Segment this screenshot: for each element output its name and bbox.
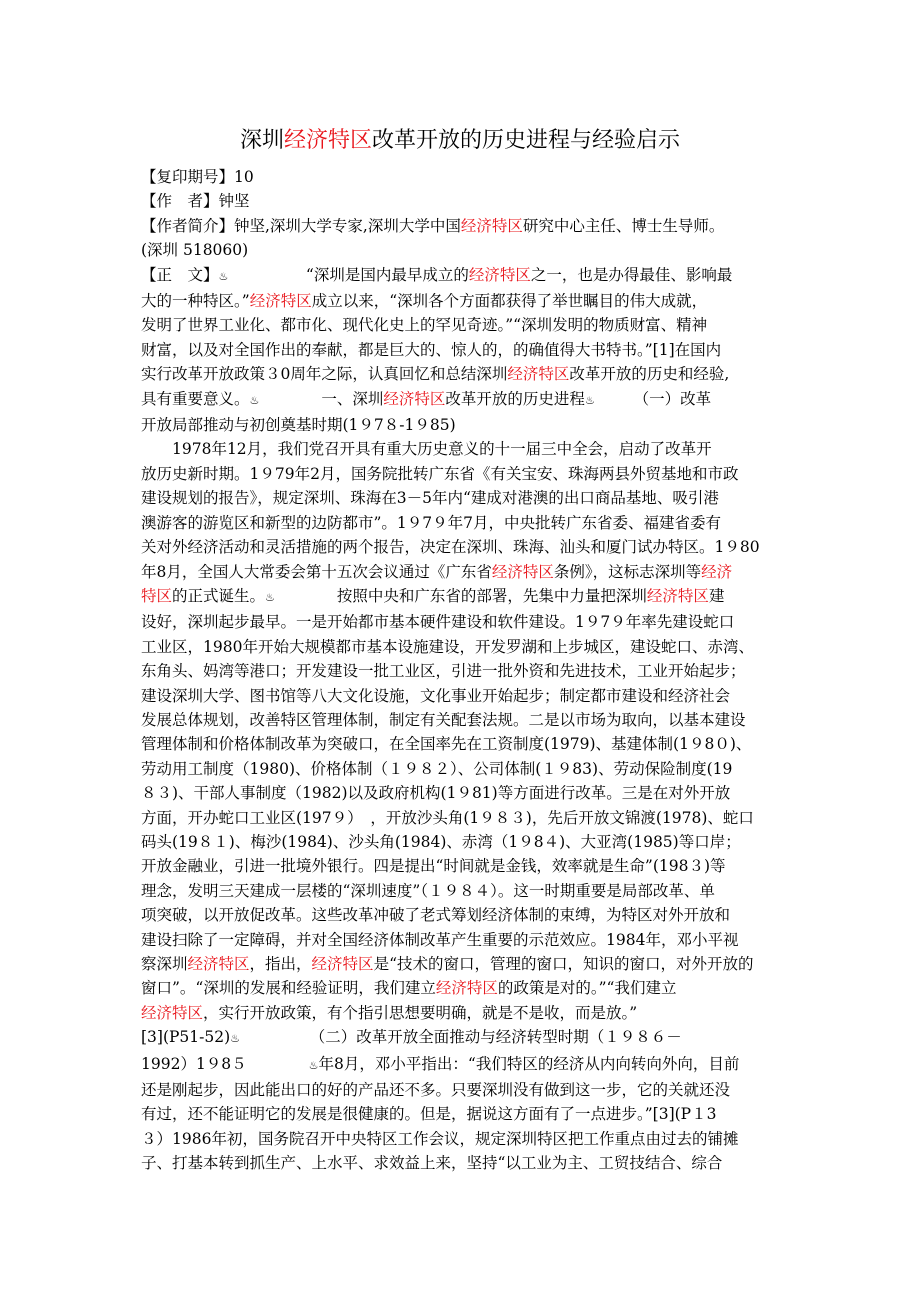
highlighted-term: 经济特区	[311, 955, 374, 973]
text-segment: （二）改革开放全面推动与经济转型时期（１９８６－	[240, 1028, 682, 1047]
text-segment: 财富，以及对全国作出的奉献，都是巨大的、惊人的，的确值得大书特书。”[1]在国内	[141, 340, 722, 359]
highlighted-term: 经济特区	[491, 562, 554, 581]
text-line	[141, 511, 786, 535]
article-body	[141, 165, 786, 1176]
text-line	[141, 413, 786, 437]
text-segment: 工业区，1980年开始大规模都市基本设施建设，开发罗湖和上步城区，建设蛇口、赤湾、	[141, 637, 754, 656]
text-line	[141, 289, 786, 313]
text-segment: 【作者简介】钟坚,深圳大学专家,深圳大学中国	[141, 216, 461, 235]
text-line	[141, 684, 786, 708]
text-segment: 1992）1９8５	[141, 1054, 309, 1073]
paragraph-mark-icon: ♨	[230, 1032, 241, 1046]
text-segment: 大的一种特区。”	[141, 292, 250, 311]
text-segment: 发明了世界工业化、都市化、现代化史上的罕见奇迹。”“深圳发明的物质财富、精神	[141, 316, 708, 335]
text-segment: 关对外经济活动和灵活措施的两个报告，决定在深圳、珠海、汕头和厦门试办特区。1９80	[141, 538, 760, 557]
text-line	[141, 263, 786, 289]
title-highlight: 经济特区	[283, 128, 372, 153]
paragraph-mark-icon: ♨	[249, 393, 260, 407]
title-part: 改革开放的历史进程与经验启示	[372, 128, 681, 153]
highlighted-term: 经济特区	[460, 216, 523, 235]
text-segment: ３）1986年初，国务院召开中央特区工作会议，规定深圳特区把工作重点由过去的铺摊	[141, 1129, 739, 1148]
text-segment: 之一，也是办得最佳、影响最	[530, 265, 733, 284]
page-title	[0, 126, 920, 156]
text-segment: 项突破，以开放促改革。这些改革冲破了老式筹划经济体制的束缚，为特区对外开放和	[141, 906, 731, 925]
paragraph-mark-icon: ♨	[584, 393, 595, 407]
text-segment: 建	[708, 586, 725, 605]
highlighted-term: 经济特区	[187, 955, 250, 973]
text-line	[141, 437, 786, 461]
text-line	[141, 214, 786, 238]
text-line	[141, 486, 786, 510]
paragraph-mark-icon: ♨	[218, 269, 229, 283]
text-line	[141, 757, 786, 781]
highlighted-term: 经济特区	[468, 265, 531, 284]
text-segment: 发展总体规划，改善特区管理体制，制定有关配套法规。二是以市场为取向，以基本建设	[141, 710, 746, 729]
text-segment: 研究中心主任、博士生导师。	[522, 216, 725, 235]
text-line	[141, 1127, 786, 1151]
text-segment: 子、打基本转到抓生产、上水平、求效益上来，坚持“以工业为主、工贸技结合、综合	[141, 1154, 723, 1173]
highlighted-term: 特区	[141, 586, 173, 605]
text-segment: 成立以来，“深圳各个方面都获得了举世瞩目的伟大成就，	[311, 292, 708, 311]
text-segment: 设好，深圳起步最早。一是开始都市基本硬件建设和软件建设。1９7９年率先建设蛇口	[141, 613, 735, 632]
text-line	[141, 1151, 786, 1175]
text-segment: 察深圳	[141, 955, 188, 973]
text-segment: 【作 者】钟坚	[141, 192, 250, 211]
text-segment: （一）改革	[594, 389, 712, 408]
text-segment: [3](P51-52)	[141, 1028, 231, 1047]
text-line	[141, 952, 786, 976]
highlighted-term: 经济特区	[141, 1003, 204, 1022]
text-segment: 开放局部推动与初创奠基时期(1９7８-1９85)	[141, 416, 456, 435]
text-segment: ８３)、干部人事制度（1982)以及政府机构(1９81)等方面进行改革。三是在对外开放	[141, 784, 731, 803]
text-segment: 改革开放的历史进程	[445, 389, 585, 408]
text-segment: 是“技术的窗口，管理的窗口，知识的窗口，对外开放的	[373, 955, 754, 973]
text-segment: 的正式诞生。	[172, 586, 266, 605]
text-segment: 劳动用工制度（1980)、价格体制（１９８２）、公司体制(１９83)、劳动保险制度(19	[141, 759, 733, 778]
text-line	[141, 903, 786, 927]
text-segment: 年8月，全国人大常委会第十五次会议通过《广东省	[141, 562, 492, 581]
text-segment: 有过，还不能证明它的发展是很健康的。但是，据说这方面有了一点进步。”[3](P１3	[141, 1105, 717, 1124]
text-line	[141, 1078, 786, 1102]
text-segment: 建设规划的报告》，规定深圳、珠海在3－5年内“建成对港澳的出口商品基地、吸引港	[141, 489, 719, 508]
text-line	[141, 830, 786, 854]
text-segment: 管理体制和价格体制改革为突破口，在全国率先在工资制度(1979)、基建体制(1９8０)、	[141, 735, 752, 754]
text-segment: “深圳是国内最早成立的	[228, 265, 469, 284]
text-segment: 一、深圳	[259, 389, 384, 408]
text-line	[141, 1102, 786, 1126]
highlighted-term: 经济	[701, 562, 733, 581]
highlighted-term: 经济特区	[249, 292, 312, 311]
text-line	[141, 362, 786, 386]
text-line	[141, 165, 786, 189]
text-segment: 【复印期号】10	[141, 168, 254, 186]
highlighted-term: 经济特区	[435, 979, 498, 998]
text-segment: (深圳 518060)	[141, 241, 249, 260]
text-segment: 东角头、妈湾等港口；开发建设一批工业区，引进一批外资和先进技术，工业开始起步；	[141, 662, 746, 681]
text-line	[141, 1025, 786, 1051]
text-line	[141, 338, 786, 362]
text-line	[141, 1001, 786, 1025]
text-segment: 开放金融业，引进一批境外银行。四是提出“时间就是金钱，效率就是生命”(198３)等	[141, 857, 726, 876]
paragraph-mark-icon: ♨	[308, 1058, 319, 1072]
text-segment: 放历史新时期。1９79年2月，国务院批转广东省《有关宝安、珠海两县外贸基地和市政	[141, 464, 739, 483]
text-segment: 条例》，这标志深圳等	[553, 562, 702, 581]
text-line	[141, 238, 786, 262]
text-segment: 还是刚起步，因此能出口的好的产品还不多。只要深圳没有做到这一步，它的关就还没	[141, 1081, 731, 1100]
text-line	[141, 387, 786, 413]
text-segment: 改革开放的历史和经验,	[569, 365, 730, 384]
text-segment: 建设深圳大学、图书馆等八大文化设施，文化事业开始起步；制定都市建设和经济社会	[141, 686, 731, 705]
highlighted-term: 经济特区	[383, 389, 446, 408]
text-segment: 按照中央和广东省的部署，先集中力量把深圳	[274, 586, 647, 605]
text-line	[141, 732, 786, 756]
text-segment: ，指出，	[249, 955, 312, 973]
text-segment: 实行改革开放政策３0周年之际，认真回忆和总结深圳	[141, 365, 508, 384]
paragraph-mark-icon: ♨	[265, 590, 275, 604]
text-line	[141, 535, 786, 559]
text-segment: ，实行开放政策，有个指引思想要明确，就是不是收，而是放。”	[203, 1003, 638, 1022]
text-line	[141, 879, 786, 903]
text-segment: 【正 文】	[141, 265, 219, 284]
text-line	[141, 313, 786, 337]
text-segment: 具有重要意义。	[141, 389, 250, 408]
text-line	[141, 708, 786, 732]
text-line	[141, 1052, 786, 1078]
text-line	[141, 610, 786, 634]
text-line	[141, 806, 786, 830]
highlighted-term: 经济特区	[507, 365, 570, 384]
text-segment: 的政策是对的。”“我们建立	[497, 979, 677, 998]
text-segment: 码头(19８１)、梅沙(1984)、沙头角(1984)、赤湾（1９8４)、大亚湾(1985)等口岸；	[141, 832, 741, 851]
title-part: 深圳	[239, 128, 284, 153]
text-line	[141, 659, 786, 683]
text-line	[141, 635, 786, 659]
text-line	[141, 584, 786, 610]
text-segment: 理念，发明三天建成一层楼的“深圳速度”（１９８４）。这一时期重要是局部改革、单	[141, 881, 715, 900]
text-line	[141, 854, 786, 878]
text-line	[141, 189, 786, 213]
text-line	[141, 560, 786, 584]
highlighted-term: 经济特区	[646, 586, 709, 605]
text-segment: 建设扫除了一定障碍，并对全国经济体制改革产生重要的示范效应。1984年，邓小平视	[141, 930, 739, 949]
text-line	[141, 462, 786, 486]
text-segment: 窗口”。“深圳的发展和经验证明，我们建立	[141, 979, 436, 998]
text-line	[141, 976, 786, 1000]
text-line	[141, 781, 786, 805]
text-segment: 年8月，邓小平指出：“我们特区的经济从内向转向外向，目前	[318, 1054, 740, 1073]
text-line	[141, 928, 786, 952]
text-segment: 1978年12月，我们党召开具有重大历史意义的十一届三中全会，启动了改革开	[141, 440, 712, 459]
text-segment: 澳游客的游览区和新型的边防都市”。1９7９年7月，中央批转广东省委、福建省委有	[141, 513, 722, 532]
text-segment: 方面，开办蛇口工业区(197９） ，开放沙头角(1９８３)，先后开放文锦渡(1978)、蛇口	[141, 808, 754, 827]
